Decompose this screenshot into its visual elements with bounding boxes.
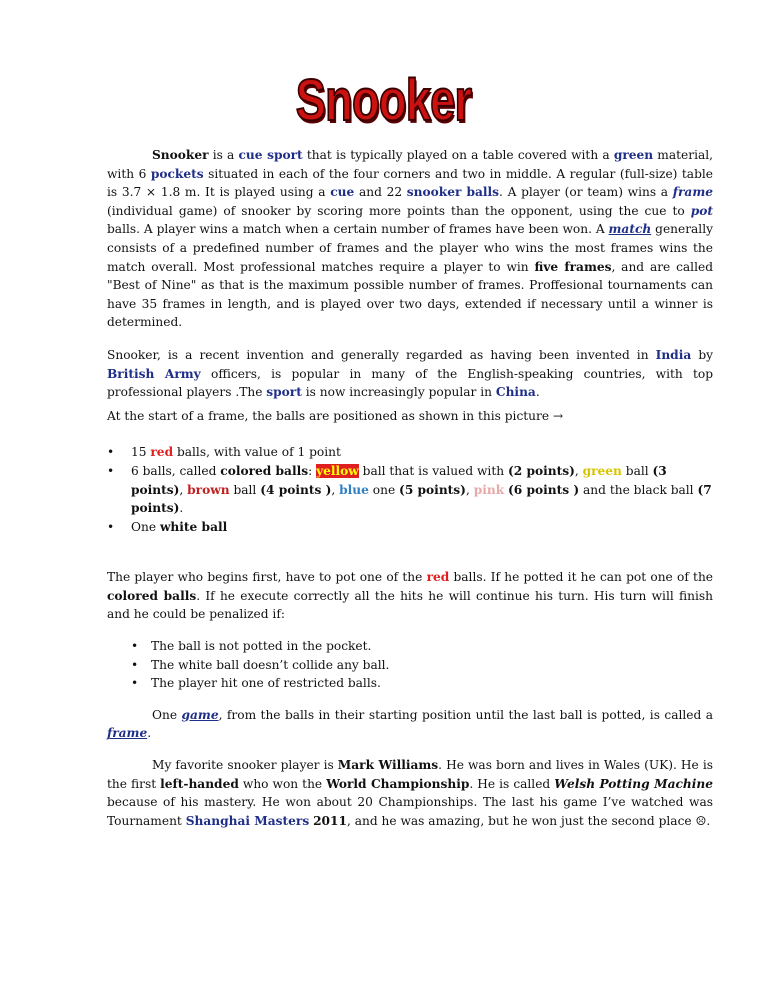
five-frames-term: five frames: [534, 259, 612, 274]
text: , from the balls in their starting position until the last ball is potted, is called a: [218, 707, 713, 722]
text: . The last his game I’ve watched was Tournament: [107, 795, 713, 828]
text: ,: [331, 482, 340, 497]
text: who won the: [238, 776, 327, 791]
white-ball-term: white ball: [159, 519, 228, 534]
text: . He was born and lives in Wales (UK). He is the first: [107, 758, 713, 791]
brown-ball-word: brown: [187, 482, 230, 497]
penalty-list: [107, 637, 713, 693]
points-value: (2 points): [507, 463, 575, 478]
points-value: (4 points ): [260, 482, 332, 497]
text: , and he was amazing, but he won just the second place ☹.: [347, 813, 711, 828]
link-british-army[interactable]: British Army: [107, 366, 201, 381]
link-frame[interactable]: frame: [672, 185, 713, 200]
text: ,: [179, 482, 188, 497]
text: balls, with value of 1 point: [173, 445, 341, 460]
list-item: • The white ball doesn’t collide any ball.: [107, 656, 713, 675]
text: and 22: [354, 185, 407, 200]
text: . If he execute correctly all the hits he will continue his turn. His turn will finish and he could be penalized if:: [107, 588, 713, 622]
text: material, with 6: [107, 148, 713, 181]
list-item: [107, 443, 713, 462]
snooker-term: Snooker: [152, 148, 209, 162]
points-value: (6 points ): [508, 482, 580, 497]
intro-paragraph: [107, 146, 713, 332]
colored-balls-term: colored balls: [220, 463, 309, 478]
text: Snooker, is a recent invention and generally regarded as having been invented in: [107, 347, 656, 362]
text: . A player (or team) wins a: [499, 185, 673, 200]
link-china[interactable]: China: [495, 385, 536, 400]
link-shanghai-masters[interactable]: Shanghai Masters: [185, 813, 310, 828]
text: generally consists of a predefined number of frames and the player who wins the most frames wins the match overall. Most professional matches require a player to win: [107, 222, 713, 274]
points-value: (3 points): [131, 463, 667, 497]
player-name: Mark Williams: [337, 758, 439, 773]
text: and the black ball: [579, 482, 698, 497]
text: .: [147, 726, 152, 741]
text: 6 balls, called: [131, 463, 221, 478]
title-area: [0, 66, 768, 136]
list-item: • The player hit one of restricted balls.: [107, 674, 713, 693]
text: 20 Championships: [357, 795, 474, 810]
list-item: [107, 518, 713, 537]
text: balls. If he potted it he can pot one of the: [449, 570, 713, 585]
text: because of his mastery. He won about: [107, 795, 358, 810]
points-value: (7 points): [131, 482, 712, 516]
red-ball-word: red: [426, 570, 450, 585]
yellow-ball-word: yellow: [316, 463, 359, 478]
text: The player who begins first, have to pot one of the: [107, 570, 427, 585]
year: 2011: [313, 813, 347, 828]
text: is a: [208, 148, 239, 162]
pink-ball-word: pink: [473, 482, 505, 497]
text: one: [368, 482, 400, 497]
text: officers, is popular in many of the English-speaking countries, with top professional players .The: [107, 366, 713, 400]
link-snooker-balls[interactable]: snooker balls: [406, 185, 499, 200]
frame-start-paragraph: At the start of a frame, the balls are positioned as shown in this picture →: [107, 408, 564, 423]
text: .: [535, 385, 540, 400]
text: . He is called: [469, 776, 555, 791]
link-pot[interactable]: pot: [690, 203, 713, 218]
colored-balls-term: colored balls: [107, 588, 197, 603]
green-ball-word: green: [582, 463, 622, 478]
red-ball-word: red: [150, 445, 174, 460]
text: One: [152, 707, 182, 722]
text: , and are called "Best of Nine" as that is the maximum possible number of frames. Proffesional tournaments can have 35 frames in length, and is played over two days, extended if necessary until a winner is determined.: [107, 259, 713, 330]
document-body: [107, 146, 713, 830]
text: ball: [621, 463, 653, 478]
text: that is typically played on a table covered with a: [302, 148, 614, 162]
link-cue-sport[interactable]: cue sport: [238, 148, 303, 162]
rules-paragraph: [107, 568, 713, 624]
link-match[interactable]: match: [608, 222, 652, 237]
text: :: [308, 463, 317, 478]
points-value: (5 points): [399, 482, 466, 497]
game-definition-paragraph: [107, 706, 713, 743]
link-cue[interactable]: cue: [330, 185, 355, 200]
list-item: • The ball is not potted in the pocket.: [107, 637, 713, 656]
blue-ball-word: blue: [339, 482, 369, 497]
text: ball that is valued with: [358, 463, 508, 478]
text: One: [131, 519, 160, 534]
link-india[interactable]: India: [655, 347, 692, 362]
balls-list: [107, 443, 713, 536]
text: .: [179, 501, 184, 516]
text: (individual game) of snooker by scoring more points than the opponent, using the cue to: [107, 203, 691, 218]
text: balls. A player wins a match when a certain number of frames have been won. A: [107, 222, 609, 237]
list-item: [107, 462, 713, 518]
link-sport[interactable]: sport: [266, 385, 302, 400]
history-paragraph: [107, 346, 713, 402]
text: 15: [131, 445, 151, 460]
text: situated in each of the four corners and two in middle. A regular (full-size) table is 3.7 × 1.8 m. It is played using a: [107, 166, 713, 200]
left-handed-term: left-handed: [160, 776, 239, 791]
text: by: [691, 347, 714, 362]
nickname: Welsh Potting Machine: [554, 776, 713, 791]
link-pockets[interactable]: pockets: [150, 166, 204, 181]
text: My favorite snooker player is: [152, 758, 338, 773]
world-championship-term: World Championship: [326, 776, 470, 791]
link-green[interactable]: green: [613, 148, 654, 162]
text: ,: [574, 463, 583, 478]
text: ball: [229, 482, 261, 497]
favorite-player-paragraph: [107, 756, 713, 830]
link-game[interactable]: game: [181, 707, 219, 722]
text: ,: [465, 482, 474, 497]
link-frame-2[interactable]: frame: [107, 726, 148, 741]
text: is now increasingly popular in: [301, 385, 496, 400]
page-title: Snooker: [296, 68, 472, 133]
